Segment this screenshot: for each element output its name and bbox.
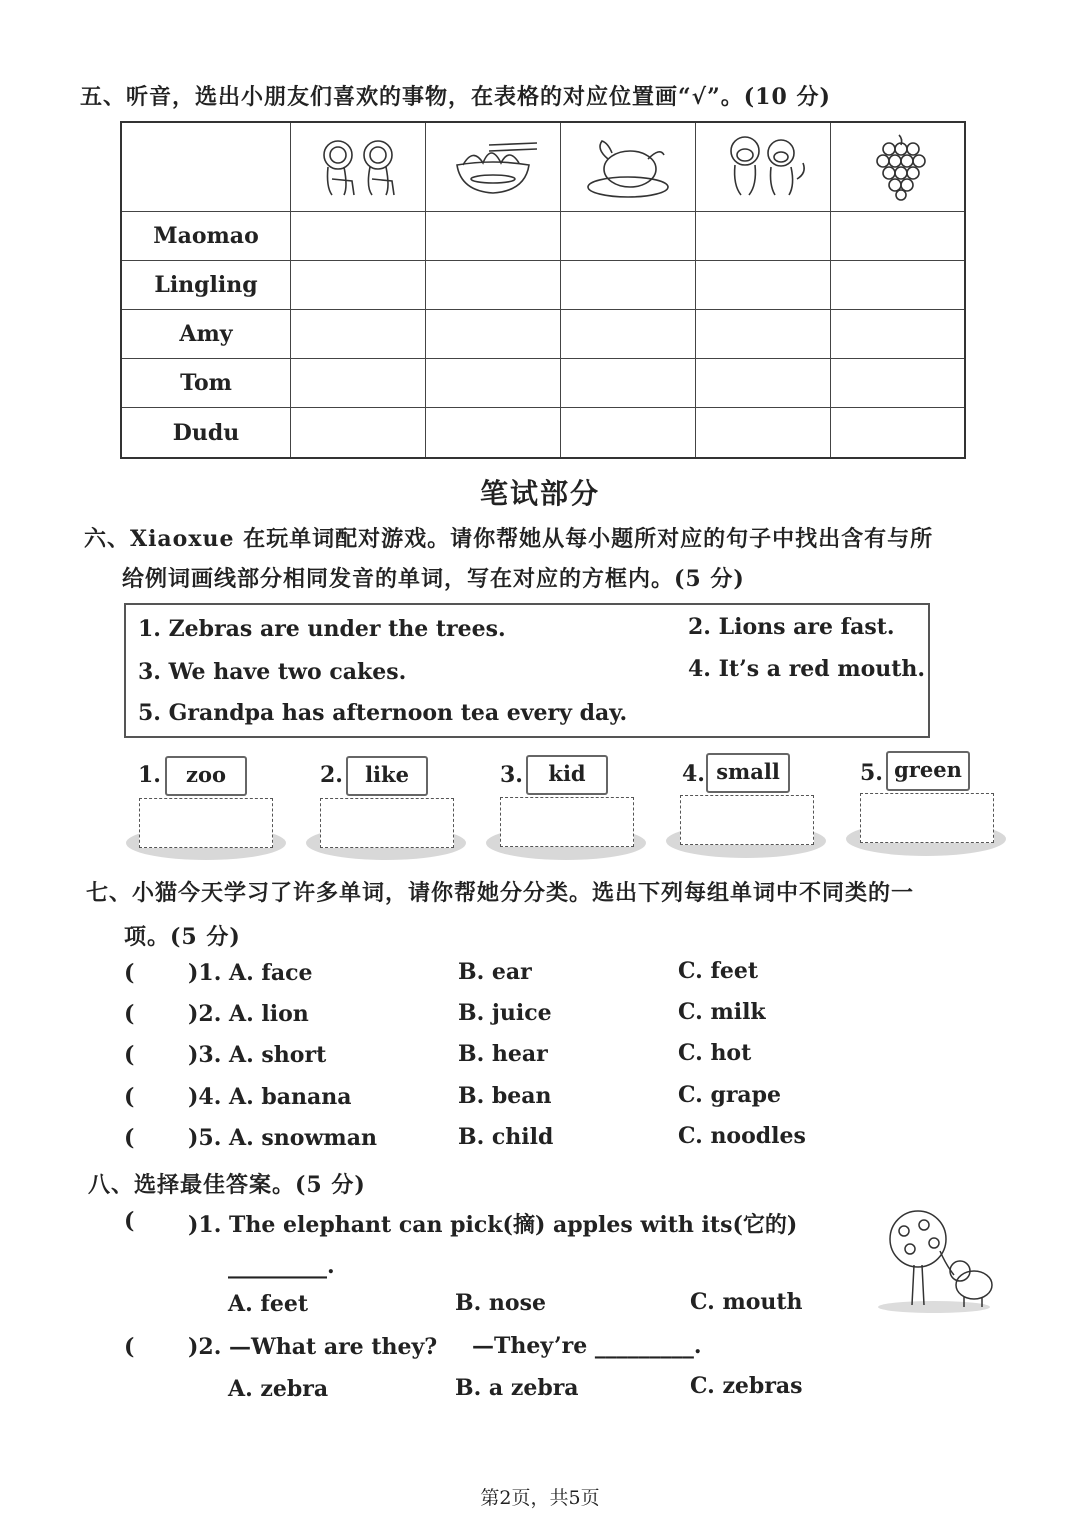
answer-blank[interactable]: _________. [228,1253,335,1279]
listening-table [120,121,966,459]
answer-cell[interactable] [830,212,965,261]
q8-question-1: )1. The elephant can pick(摘) apples with its(它的) [188,1212,798,1238]
example-word-card [165,756,247,796]
chicken-icon [560,122,695,212]
choice-option-a: A. zebra [228,1376,329,1402]
answer-cell[interactable] [830,261,965,310]
answer-cell[interactable] [830,408,965,458]
choice-option-c: C. grape [678,1082,782,1108]
table-name-cell: Maomao [121,212,291,261]
noodles-icon [425,122,560,212]
choice-option-a: )1. A. face [188,960,313,986]
answer-cell[interactable] [560,310,695,359]
sentence-1: 1. Zebras are under the trees. [138,616,506,642]
choice-paren[interactable]: ( [124,1208,135,1234]
sentence-4: 4. It’s a red mouth. [688,656,926,682]
q7-title-line2: 项。(5 分) [124,924,241,950]
table-name-cell: Amy [121,310,291,359]
choice-option-b: B. a zebra [455,1375,579,1401]
word-number: 2. [320,762,343,788]
choice-option-a: A. feet [228,1291,309,1317]
answer-cell[interactable] [695,408,830,458]
choice-option-b: B. juice [458,1000,552,1026]
sentence-5: 5. Grandpa has afternoon tea every day. [138,700,628,726]
q8-title: 八、选择最佳答案。(5 分) [88,1172,366,1198]
choice-paren[interactable]: ( [124,960,135,986]
q6-title-line2: 给例词画线部分相同发音的单词，写在对应的方框内。(5 分) [122,566,745,592]
answer-box[interactable] [680,795,814,845]
table-name-cell: Lingling [121,261,291,310]
choice-paren[interactable]: ( [124,1334,135,1360]
choice-paren[interactable]: ( [124,1125,135,1151]
answer-cell[interactable] [560,359,695,408]
choice-option-c: C. hot [678,1040,752,1066]
monkeys-icon [695,122,830,212]
example-word: zoo [186,762,226,787]
word-number: 5. [860,760,883,786]
elephant-tree-icon [874,1205,1000,1319]
choice-option-a: )4. A. banana [188,1084,352,1110]
answer-cell[interactable] [291,261,426,310]
answer-cell[interactable] [291,310,426,359]
answer-cell[interactable] [291,212,426,261]
answer-cell[interactable] [425,310,560,359]
answer-cell[interactable] [830,359,965,408]
table-name-cell: Dudu [121,408,291,458]
table-name-cell: Tom [121,359,291,408]
example-word: like [365,762,409,787]
answer-box[interactable] [500,797,634,847]
choice-paren[interactable]: ( [124,1084,135,1110]
page-footer: 第2页，共5页 [480,1487,600,1509]
choice-option-b: B. hear [458,1041,548,1067]
answer-cell[interactable] [560,212,695,261]
choice-option-b: B. nose [455,1290,546,1316]
sentence-2: 2. Lions are fast. [688,614,895,640]
answer-cell[interactable] [560,408,695,458]
answer-cell[interactable] [291,408,426,458]
section-title: 笔试部分 [479,477,600,510]
choice-option-a: )3. A. short [188,1042,327,1068]
example-word: kid [548,761,586,786]
answer-cell[interactable] [425,261,560,310]
word-number: 3. [500,762,523,788]
q7-title-line1: 七、小猫今天学习了许多单词，请你帮她分分类。选出下列每组单词中不同类的一 [86,880,915,906]
choice-option-c: C. mouth [690,1289,803,1315]
answer-cell[interactable] [830,310,965,359]
choice-paren[interactable]: ( [124,1001,135,1027]
answer-box[interactable] [860,793,994,843]
choice-option-a: )5. A. snowman [188,1125,377,1151]
choice-option-a: )2. A. lion [188,1001,309,1027]
word-number: 4. [682,761,705,787]
choice-option-c: C. noodles [678,1123,806,1149]
example-word-card [526,755,608,795]
answer-box[interactable] [139,798,273,848]
choice-option-b: B. bean [458,1083,552,1109]
choice-option-c: C. milk [678,999,766,1025]
choice-paren[interactable]: ( [124,1042,135,1068]
word-number: 1. [138,762,161,788]
choice-option-c: C. feet [678,958,759,984]
table-corner-cell [121,122,291,212]
lions-icon [291,122,426,212]
choice-option-b: B. ear [458,959,532,985]
example-word-card [346,756,428,796]
answer-cell[interactable] [695,359,830,408]
example-word: small [716,759,780,784]
answer-cell[interactable] [695,212,830,261]
q8-answer-2: —They’re _________. [472,1333,702,1359]
choice-option-b: B. child [458,1124,554,1150]
answer-cell[interactable] [425,212,560,261]
answer-box[interactable] [320,798,454,848]
q8-question-2: )2. —What are they? [188,1334,438,1360]
answer-cell[interactable] [695,310,830,359]
answer-cell[interactable] [425,408,560,458]
answer-cell[interactable] [695,261,830,310]
grapes-icon [830,122,965,212]
q6-title-line1: 六、Xiaoxue 在玩单词配对游戏。请你帮她从每小题所对应的句子中找出含有与所 [84,526,934,552]
example-word: green [894,757,962,782]
choice-option-c: C. zebras [690,1373,803,1399]
example-word-card [886,751,970,791]
q5-title: 五、听音，选出小朋友们喜欢的事物，在表格的对应位置画“√”。(10 分) [80,84,831,110]
sentence-3: 3. We have two cakes. [138,659,407,685]
answer-cell[interactable] [291,359,426,408]
answer-cell[interactable] [560,261,695,310]
example-word-card [706,753,790,793]
answer-cell[interactable] [425,359,560,408]
